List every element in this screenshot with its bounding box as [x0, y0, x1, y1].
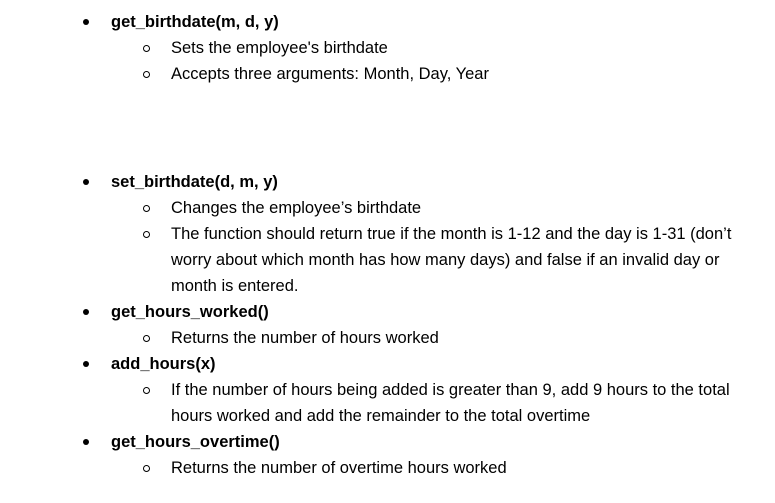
filled-bullet-icon	[83, 309, 89, 315]
hollow-bullet-icon	[143, 71, 150, 78]
method-item	[0, 169, 775, 195]
method-detail-item	[0, 195, 775, 221]
method-detail-text: The function should return true if the month is 1-12 and the day is 1-31 (don’t worry about which month has how many days) and false if an invalid day or month is entered.	[171, 225, 732, 295]
hollow-bullet-icon	[143, 465, 150, 472]
method-detail-text: Returns the number of overtime hours worked	[171, 459, 507, 477]
method-item	[0, 429, 775, 455]
method-signature: get_hours_overtime()	[111, 433, 280, 451]
hollow-bullet-icon	[143, 231, 150, 238]
method-detail-item	[0, 377, 775, 429]
method-signature: get_hours_worked()	[111, 303, 269, 321]
method-signature: get_birthdate(m, d, y)	[111, 13, 279, 31]
hollow-bullet-icon	[143, 205, 150, 212]
method-detail-text: Sets the employee's birthdate	[171, 39, 388, 57]
hollow-bullet-icon	[143, 387, 150, 394]
method-detail-text: Accepts three arguments: Month, Day, Year	[171, 65, 489, 83]
method-signature: add_hours(x)	[111, 355, 216, 373]
method-item	[0, 9, 775, 35]
method-detail-text: If the number of hours being added is greater than 9, add 9 hours to the total hours worked and add the remainder to the total overtime	[171, 381, 730, 425]
hollow-bullet-icon	[143, 45, 150, 52]
filled-bullet-icon	[83, 361, 89, 367]
method-detail-item	[0, 35, 775, 61]
hollow-bullet-icon	[143, 335, 150, 342]
method-signature: set_birthdate(d, m, y)	[111, 173, 278, 191]
method-detail-item	[0, 455, 775, 481]
method-detail-item	[0, 221, 775, 299]
method-detail-text: Returns the number of hours worked	[171, 329, 439, 347]
method-detail-item	[0, 325, 775, 351]
method-detail-item	[0, 61, 775, 87]
filled-bullet-icon	[83, 179, 89, 185]
method-detail-text: Changes the employee’s birthdate	[171, 199, 422, 217]
method-group-get-birthdate	[0, 9, 775, 87]
method-item	[0, 351, 775, 377]
method-item	[0, 299, 775, 325]
filled-bullet-icon	[83, 439, 89, 445]
filled-bullet-icon	[83, 19, 89, 25]
method-group-set-birthdate	[0, 169, 775, 481]
